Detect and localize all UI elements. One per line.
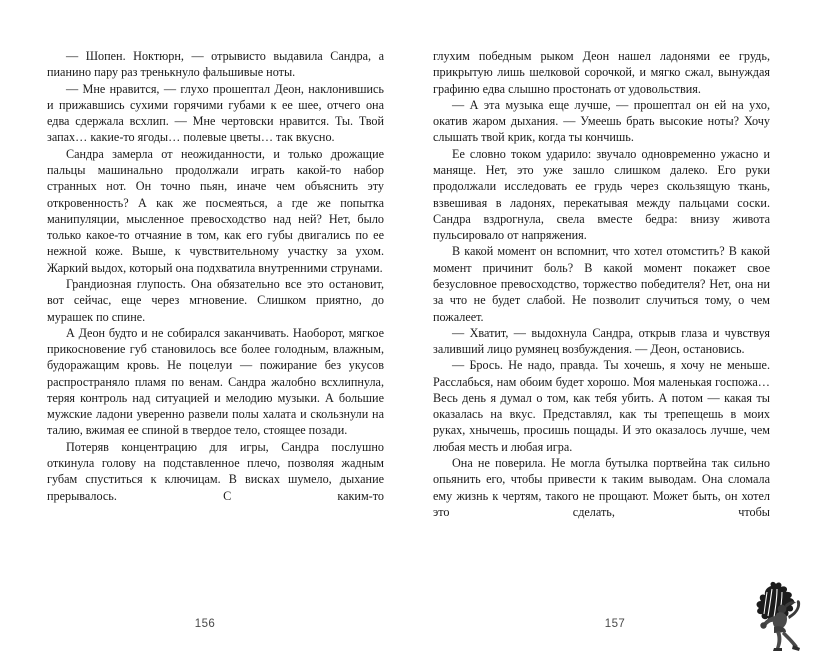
- left-page-text-block: [47, 48, 384, 504]
- paragraph: А Деон будто и не собирался заканчивать. Наоборот, мягкое прикосновение губ становилось все более голодным, влажным, будоражащим кровь. Не поцелуи — пожирание без укусов распространяло пламя по венам. Сандра жалобно всхлипнула, теряя контроль над ситуацией и мелодию музыки. А большие мужские ладони уверенно развели полы халата и скользнули на талию, вжимая ее спиной в твердое тело, стоящее позади.: [47, 325, 384, 438]
- paragraph: — Мне нравится, — глухо прошептал Деон, наклонившись и прижавшись сухими горячими губами к ее шее, отчего она едва сдержала всхлип. — Мне чертовски нравится. Ты. Твой запах… какие-то ягоды… полевые цветы… так вкусно.: [47, 81, 384, 145]
- right-page-text-block: [433, 48, 770, 520]
- paragraph: — Брось. Не надо, правда. Ты хочешь, я хочу не меньше. Расслабься, нам обоим будет хорошо. Моя маленькая госпожа… Весь день я думал о том, как тебя убить. А потом — какая ты оказалась на вкус. Представлял, как ты трепещешь в моих руках, хнычешь, просишь пощады. И это оказалось лучше, чем любая месть и любая игра.: [433, 358, 770, 454]
- book-page-right: [410, 0, 820, 656]
- paragraph: глухим победным рыком Деон нашел ладонями ее грудь, прикрытую лишь шелковой сорочкой, и мягко сжал, вынуждая графиню едва слышно простонать от удовольствия.: [433, 49, 770, 96]
- page-number-left: 156: [194, 618, 216, 630]
- paragraph: Ее словно током ударило: звучало одновременно ужасно и маняще. Нет, это уже зашло слишком далеко. Его руки продолжали исследовать ее грудь через скользящую ткань, взвешивая в ладонях, перекатывая между пальцами соски. Сандра вздрогнула, свела вместе бедра: внизу живота пульсировало от напряжения.: [433, 146, 770, 243]
- paragraph: Она не поверила. Не могла бутылка портвейна так сильно опьянить его, чтобы привести к таким выводам. Она сломала ему жизнь к чертям, такого не прощают. Может быть, он хотел это сделать, чтобы: [433, 456, 770, 519]
- paragraph: В какой момент он вспомнит, что хотел отомстить? В какой момент причинит боль? В какой момент покажет свое безусловное превосходство, торжество победителя? Нет, она ни за что не будет слабой. Не позволит случиться тому, о чем пожалеет.: [433, 244, 770, 324]
- paragraph: — Шопен. Ноктюрн, — отрывисто выдавила Сандра, а пианино пару раз тренькнуло фальшивые ноты.: [47, 49, 384, 80]
- paragraph: Потеряв концентрацию для игры, Сандра послушно откинула голову на подставленное плечо, позволяя жадным губам спуститься к ключицам. В висках шумело, дыхание прерывалось. С каким-то: [47, 439, 384, 503]
- paragraph: — А эта музыка еще лучше, — прошептал он ей на ухо, окатив жаром дыхания. — Умеешь брать высокие ноты? Хочу слышать твой крик, когда ты кончишь.: [433, 97, 770, 145]
- paragraph: Грандиозная глупость. Она обязательно все это остановит, вот сейчас, еще через мгновение. Слишком приятно, до мурашек по спине.: [47, 276, 384, 324]
- paragraph: — Хватит, — выдохнула Сандра, открыв глаза и чувствуя заливший лицо румянец возбуждения. — Деон, остановись.: [433, 325, 770, 357]
- paragraph: Сандра замерла от неожиданности, и только дрожащие пальцы машинально продолжали играть какой-то набор странных нот. Он точно пьян, иначе чем объяснить эту откровенность? А как же посмеяться, а где же попытка манипуляции, мысленное превосходство над ней? Нет, было только какое-то отчаяние в том, как его губы двигались по ее нежной коже. Выше, к чувствительному участку за ухом. Жаркий выдох, который она подхватила внутренними струнами.: [47, 146, 384, 275]
- page-number-right: 157: [604, 618, 626, 630]
- winged-figure-icon: [738, 580, 804, 652]
